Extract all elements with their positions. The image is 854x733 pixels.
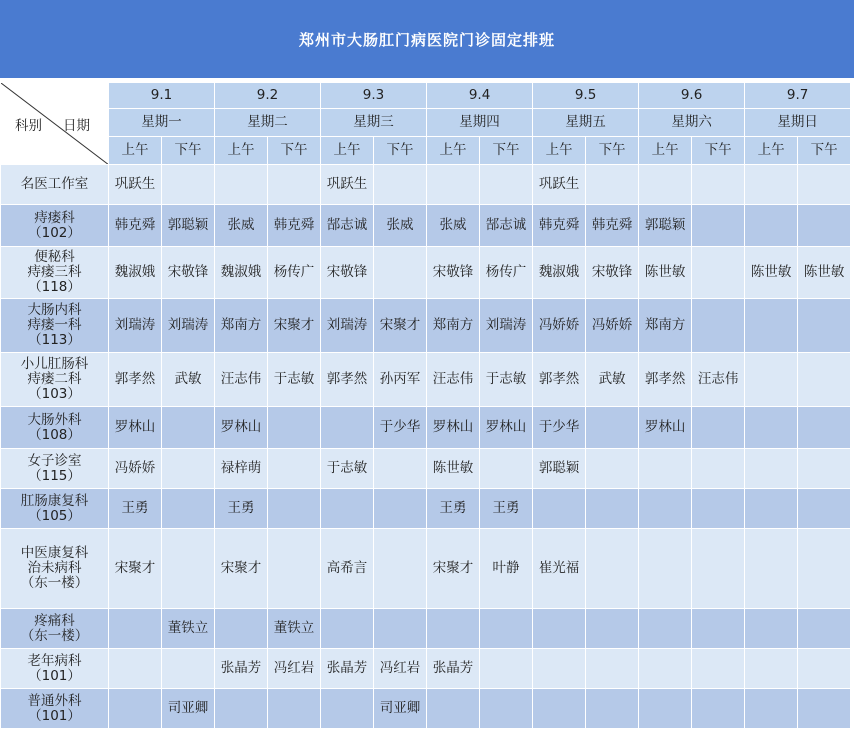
table-row (1, 649, 851, 689)
date-header: 9.6 (639, 83, 745, 109)
doctor-cell: 刘瑞涛 (321, 299, 374, 353)
department-name-line: （101） (28, 707, 81, 724)
department-name-line: 名医工作室 (20, 176, 89, 192)
department-name-line: （118） (28, 279, 81, 295)
doctor-cell: 司亚卿 (374, 689, 427, 729)
doctor-cell: 魏淑娥 (533, 247, 586, 299)
doctor-cell (692, 489, 745, 529)
department-name-line: 痔瘘三科 (27, 264, 82, 280)
doctor-cell: 汪志伟 (427, 353, 480, 407)
doctor-cell (162, 529, 215, 609)
doctor-cell: 郭孝然 (639, 353, 692, 407)
table-row (1, 353, 851, 407)
department-name-line: 大肠内科 (27, 302, 82, 318)
doctor-cell (745, 449, 798, 489)
department-name-line: 痔瘘一科 (27, 317, 82, 333)
doctor-cell (798, 407, 851, 449)
doctor-cell: 陈世敏 (745, 247, 798, 299)
doctor-cell: 张威 (374, 205, 427, 247)
doctor-cell (692, 689, 745, 729)
doctor-cell: 韩克舜 (268, 205, 321, 247)
doctor-cell: 罗林山 (215, 407, 268, 449)
department-name-line: （102） (28, 224, 81, 241)
department-name-line: 肛肠康复科 (20, 492, 89, 509)
doctor-cell: 于少华 (374, 407, 427, 449)
doctor-cell (586, 529, 639, 609)
date-header: 9.5 (533, 83, 639, 109)
afternoon-header: 下午 (798, 137, 851, 165)
doctor-cell (692, 529, 745, 609)
department-name-line: 老年病科 (27, 652, 82, 669)
doctor-cell (586, 407, 639, 449)
doctor-cell (798, 529, 851, 609)
doctor-cell: 冯娇娇 (586, 299, 639, 353)
doctor-cell: 冯娇娇 (109, 449, 162, 489)
doctor-cell: 于志敏 (321, 449, 374, 489)
doctor-cell: 杨传广 (480, 247, 533, 299)
doctor-cell (745, 165, 798, 205)
doctor-cell (321, 407, 374, 449)
doctor-cell: 刘瑞涛 (162, 299, 215, 353)
doctor-cell (745, 489, 798, 529)
doctor-cell (480, 165, 533, 205)
doctor-cell: 魏淑娥 (109, 247, 162, 299)
doctor-cell (374, 609, 427, 649)
table-row (1, 689, 851, 729)
doctor-cell (639, 609, 692, 649)
department-name-line: （东一楼） (20, 627, 89, 644)
doctor-cell (427, 689, 480, 729)
doctor-cell (639, 689, 692, 729)
department-name-line: 痔瘘科 (34, 209, 75, 226)
doctor-cell (215, 165, 268, 205)
doctor-cell (427, 165, 480, 205)
doctor-cell (162, 449, 215, 489)
doctor-cell: 巩跃生 (109, 165, 162, 205)
doctor-cell: 于少华 (533, 407, 586, 449)
date-header: 9.7 (745, 83, 851, 109)
department-cell (1, 649, 109, 689)
table-row (1, 205, 851, 247)
doctor-cell: 冯红岩 (268, 649, 321, 689)
doctor-cell (586, 489, 639, 529)
afternoon-header: 下午 (374, 137, 427, 165)
doctor-cell (374, 165, 427, 205)
doctor-cell (745, 689, 798, 729)
afternoon-header: 下午 (586, 137, 639, 165)
doctor-cell (692, 205, 745, 247)
doctor-cell: 高希言 (321, 529, 374, 609)
doctor-cell: 宋聚才 (374, 299, 427, 353)
doctor-cell (480, 689, 533, 729)
doctor-cell (480, 449, 533, 489)
doctor-cell: 宋聚才 (109, 529, 162, 609)
doctor-cell (109, 649, 162, 689)
doctor-cell (745, 649, 798, 689)
doctor-cell: 王勇 (109, 489, 162, 529)
department-name-line: 疼痛科 (34, 612, 75, 629)
doctor-cell: 禄梓萌 (215, 449, 268, 489)
department-name-line: 便秘科 (34, 249, 75, 265)
doctor-cell: 张晶芳 (427, 649, 480, 689)
doctor-cell (745, 353, 798, 407)
doctor-cell: 陈世敏 (639, 247, 692, 299)
doctor-cell (745, 609, 798, 649)
morning-header: 上午 (109, 137, 162, 165)
weekday-header: 星期三 (321, 109, 427, 137)
doctor-cell: 郭孝然 (109, 353, 162, 407)
doctor-cell: 杨传广 (268, 247, 321, 299)
doctor-cell (268, 449, 321, 489)
department-name-line: （108） (28, 426, 81, 443)
doctor-cell: 王勇 (215, 489, 268, 529)
doctor-cell (798, 449, 851, 489)
doctor-cell (586, 449, 639, 489)
doctor-cell (586, 649, 639, 689)
doctor-cell: 于志敏 (268, 353, 321, 407)
doctor-cell (798, 353, 851, 407)
doctor-cell (374, 247, 427, 299)
doctor-cell (533, 489, 586, 529)
doctor-cell: 巩跃生 (321, 165, 374, 205)
doctor-cell: 巩跃生 (533, 165, 586, 205)
doctor-cell (109, 609, 162, 649)
department-name-line: 小儿肛肠科 (20, 356, 89, 372)
department-cell (1, 689, 109, 729)
doctor-cell (109, 689, 162, 729)
doctor-cell: 董铁立 (162, 609, 215, 649)
doctor-cell (374, 489, 427, 529)
doctor-cell: 汪志伟 (215, 353, 268, 407)
doctor-cell: 陈世敏 (798, 247, 851, 299)
weekday-header: 星期五 (533, 109, 639, 137)
doctor-cell: 宋聚才 (268, 299, 321, 353)
doctor-cell (533, 649, 586, 689)
doctor-cell: 魏淑娥 (215, 247, 268, 299)
weekday-header: 星期二 (215, 109, 321, 137)
department-cell (1, 165, 109, 205)
department-cell (1, 205, 109, 247)
doctor-cell: 郭孝然 (533, 353, 586, 407)
doctor-cell (162, 489, 215, 529)
corner-header (1, 83, 109, 165)
doctor-cell: 陈世敏 (427, 449, 480, 489)
department-cell (1, 489, 109, 529)
doctor-cell: 韩克舜 (586, 205, 639, 247)
doctor-cell: 张晶芳 (215, 649, 268, 689)
table-row (1, 407, 851, 449)
date-axis-label: 日期 (63, 118, 90, 134)
department-name-line: （115） (28, 467, 81, 484)
doctor-cell (162, 407, 215, 449)
department-name-line: （103） (28, 386, 81, 402)
doctor-cell (215, 689, 268, 729)
department-name-line: 痔瘘二科 (27, 371, 82, 387)
doctor-cell (586, 689, 639, 729)
afternoon-header: 下午 (480, 137, 533, 165)
department-name-line: （101） (28, 667, 81, 684)
schedule-table (0, 82, 851, 729)
doctor-cell (480, 649, 533, 689)
doctor-cell (586, 165, 639, 205)
doctor-cell (586, 609, 639, 649)
doctor-cell: 宋敬锋 (321, 247, 374, 299)
table-row (1, 299, 851, 353)
doctor-cell (427, 609, 480, 649)
doctor-cell (798, 689, 851, 729)
doctor-cell: 罗林山 (480, 407, 533, 449)
doctor-cell (374, 529, 427, 609)
doctor-cell: 武敏 (586, 353, 639, 407)
doctor-cell: 宋敬锋 (427, 247, 480, 299)
doctor-cell (268, 165, 321, 205)
doctor-cell: 刘瑞涛 (109, 299, 162, 353)
doctor-cell: 董铁立 (268, 609, 321, 649)
doctor-cell (692, 407, 745, 449)
doctor-cell (692, 299, 745, 353)
doctor-cell (798, 489, 851, 529)
department-name-line: 普通外科 (27, 692, 82, 709)
doctor-cell (692, 165, 745, 205)
doctor-cell: 郜志诚 (480, 205, 533, 247)
date-header: 9.1 (109, 83, 215, 109)
doctor-cell (321, 489, 374, 529)
doctor-cell (692, 449, 745, 489)
table-row (1, 609, 851, 649)
table-row (1, 165, 851, 205)
doctor-cell: 王勇 (427, 489, 480, 529)
doctor-cell: 王勇 (480, 489, 533, 529)
department-cell (1, 247, 109, 299)
doctor-cell (798, 205, 851, 247)
doctor-cell (745, 529, 798, 609)
doctor-cell (639, 529, 692, 609)
doctor-cell (639, 165, 692, 205)
weekday-header: 星期四 (427, 109, 533, 137)
doctor-cell (268, 529, 321, 609)
doctor-cell (745, 205, 798, 247)
page-title: 郑州市大肠肛门病医院门诊固定排班 (0, 0, 854, 78)
doctor-cell: 罗林山 (109, 407, 162, 449)
afternoon-header: 下午 (692, 137, 745, 165)
doctor-cell: 宋敬锋 (586, 247, 639, 299)
doctor-cell: 刘瑞涛 (480, 299, 533, 353)
date-header: 9.3 (321, 83, 427, 109)
doctor-cell (268, 689, 321, 729)
department-cell (1, 449, 109, 489)
doctor-cell (480, 609, 533, 649)
morning-header: 上午 (745, 137, 798, 165)
doctor-cell (162, 165, 215, 205)
doctor-cell (639, 449, 692, 489)
doctor-cell: 郑南方 (639, 299, 692, 353)
doctor-cell (798, 299, 851, 353)
doctor-cell: 郭聪颖 (639, 205, 692, 247)
department-name-line: （113） (28, 332, 81, 348)
morning-header: 上午 (639, 137, 692, 165)
table-row (1, 449, 851, 489)
doctor-cell: 郭孝然 (321, 353, 374, 407)
doctor-cell: 韩克舜 (533, 205, 586, 247)
table-row (1, 247, 851, 299)
doctor-cell: 冯娇娇 (533, 299, 586, 353)
doctor-cell (321, 689, 374, 729)
department-cell (1, 407, 109, 449)
doctor-cell (639, 489, 692, 529)
dept-axis-label: 科别 (15, 118, 42, 134)
doctor-cell: 郭聪颖 (162, 205, 215, 247)
doctor-cell: 司亚卿 (162, 689, 215, 729)
doctor-cell (268, 407, 321, 449)
doctor-cell: 汪志伟 (692, 353, 745, 407)
doctor-cell (374, 449, 427, 489)
doctor-cell: 宋聚才 (215, 529, 268, 609)
afternoon-header: 下午 (162, 137, 215, 165)
doctor-cell: 郭聪颖 (533, 449, 586, 489)
morning-header: 上午 (427, 137, 480, 165)
department-name-line: （105） (28, 507, 81, 524)
doctor-cell: 武敏 (162, 353, 215, 407)
doctor-cell: 郑南方 (427, 299, 480, 353)
doctor-cell (798, 165, 851, 205)
department-cell (1, 299, 109, 353)
doctor-cell: 张威 (427, 205, 480, 247)
department-cell (1, 609, 109, 649)
weekday-header: 星期六 (639, 109, 745, 137)
department-name-line: 女子诊室 (27, 452, 82, 469)
morning-header: 上午 (533, 137, 586, 165)
weekday-header: 星期日 (745, 109, 851, 137)
doctor-cell (798, 649, 851, 689)
doctor-cell (533, 689, 586, 729)
doctor-cell: 叶静 (480, 529, 533, 609)
doctor-cell: 郑南方 (215, 299, 268, 353)
doctor-cell (692, 609, 745, 649)
morning-header: 上午 (215, 137, 268, 165)
date-header: 9.4 (427, 83, 533, 109)
doctor-cell: 孙丙军 (374, 353, 427, 407)
department-name-line: 治未病科 (27, 560, 82, 576)
table-row (1, 529, 851, 609)
doctor-cell (692, 649, 745, 689)
doctor-cell (162, 649, 215, 689)
doctor-cell: 宋敬锋 (162, 247, 215, 299)
doctor-cell (268, 489, 321, 529)
table-row (1, 489, 851, 529)
doctor-cell: 张晶芳 (321, 649, 374, 689)
department-name-line: 中医康复科 (20, 545, 89, 561)
department-name-line: （东一楼） (20, 575, 89, 591)
afternoon-header: 下午 (268, 137, 321, 165)
morning-header: 上午 (321, 137, 374, 165)
doctor-cell (692, 247, 745, 299)
doctor-cell: 宋聚才 (427, 529, 480, 609)
date-header: 9.2 (215, 83, 321, 109)
doctor-cell (745, 407, 798, 449)
doctor-cell: 于志敏 (480, 353, 533, 407)
doctor-cell: 罗林山 (427, 407, 480, 449)
doctor-cell (745, 299, 798, 353)
department-name-line: 大肠外科 (27, 411, 82, 428)
doctor-cell: 张威 (215, 205, 268, 247)
weekday-header: 星期一 (109, 109, 215, 137)
doctor-cell: 韩克舜 (109, 205, 162, 247)
department-cell (1, 353, 109, 407)
doctor-cell: 罗林山 (639, 407, 692, 449)
doctor-cell (321, 609, 374, 649)
doctor-cell: 崔光福 (533, 529, 586, 609)
department-cell (1, 529, 109, 609)
doctor-cell: 冯红岩 (374, 649, 427, 689)
doctor-cell (215, 609, 268, 649)
doctor-cell: 郜志诚 (321, 205, 374, 247)
doctor-cell (639, 649, 692, 689)
doctor-cell (798, 609, 851, 649)
doctor-cell (533, 609, 586, 649)
